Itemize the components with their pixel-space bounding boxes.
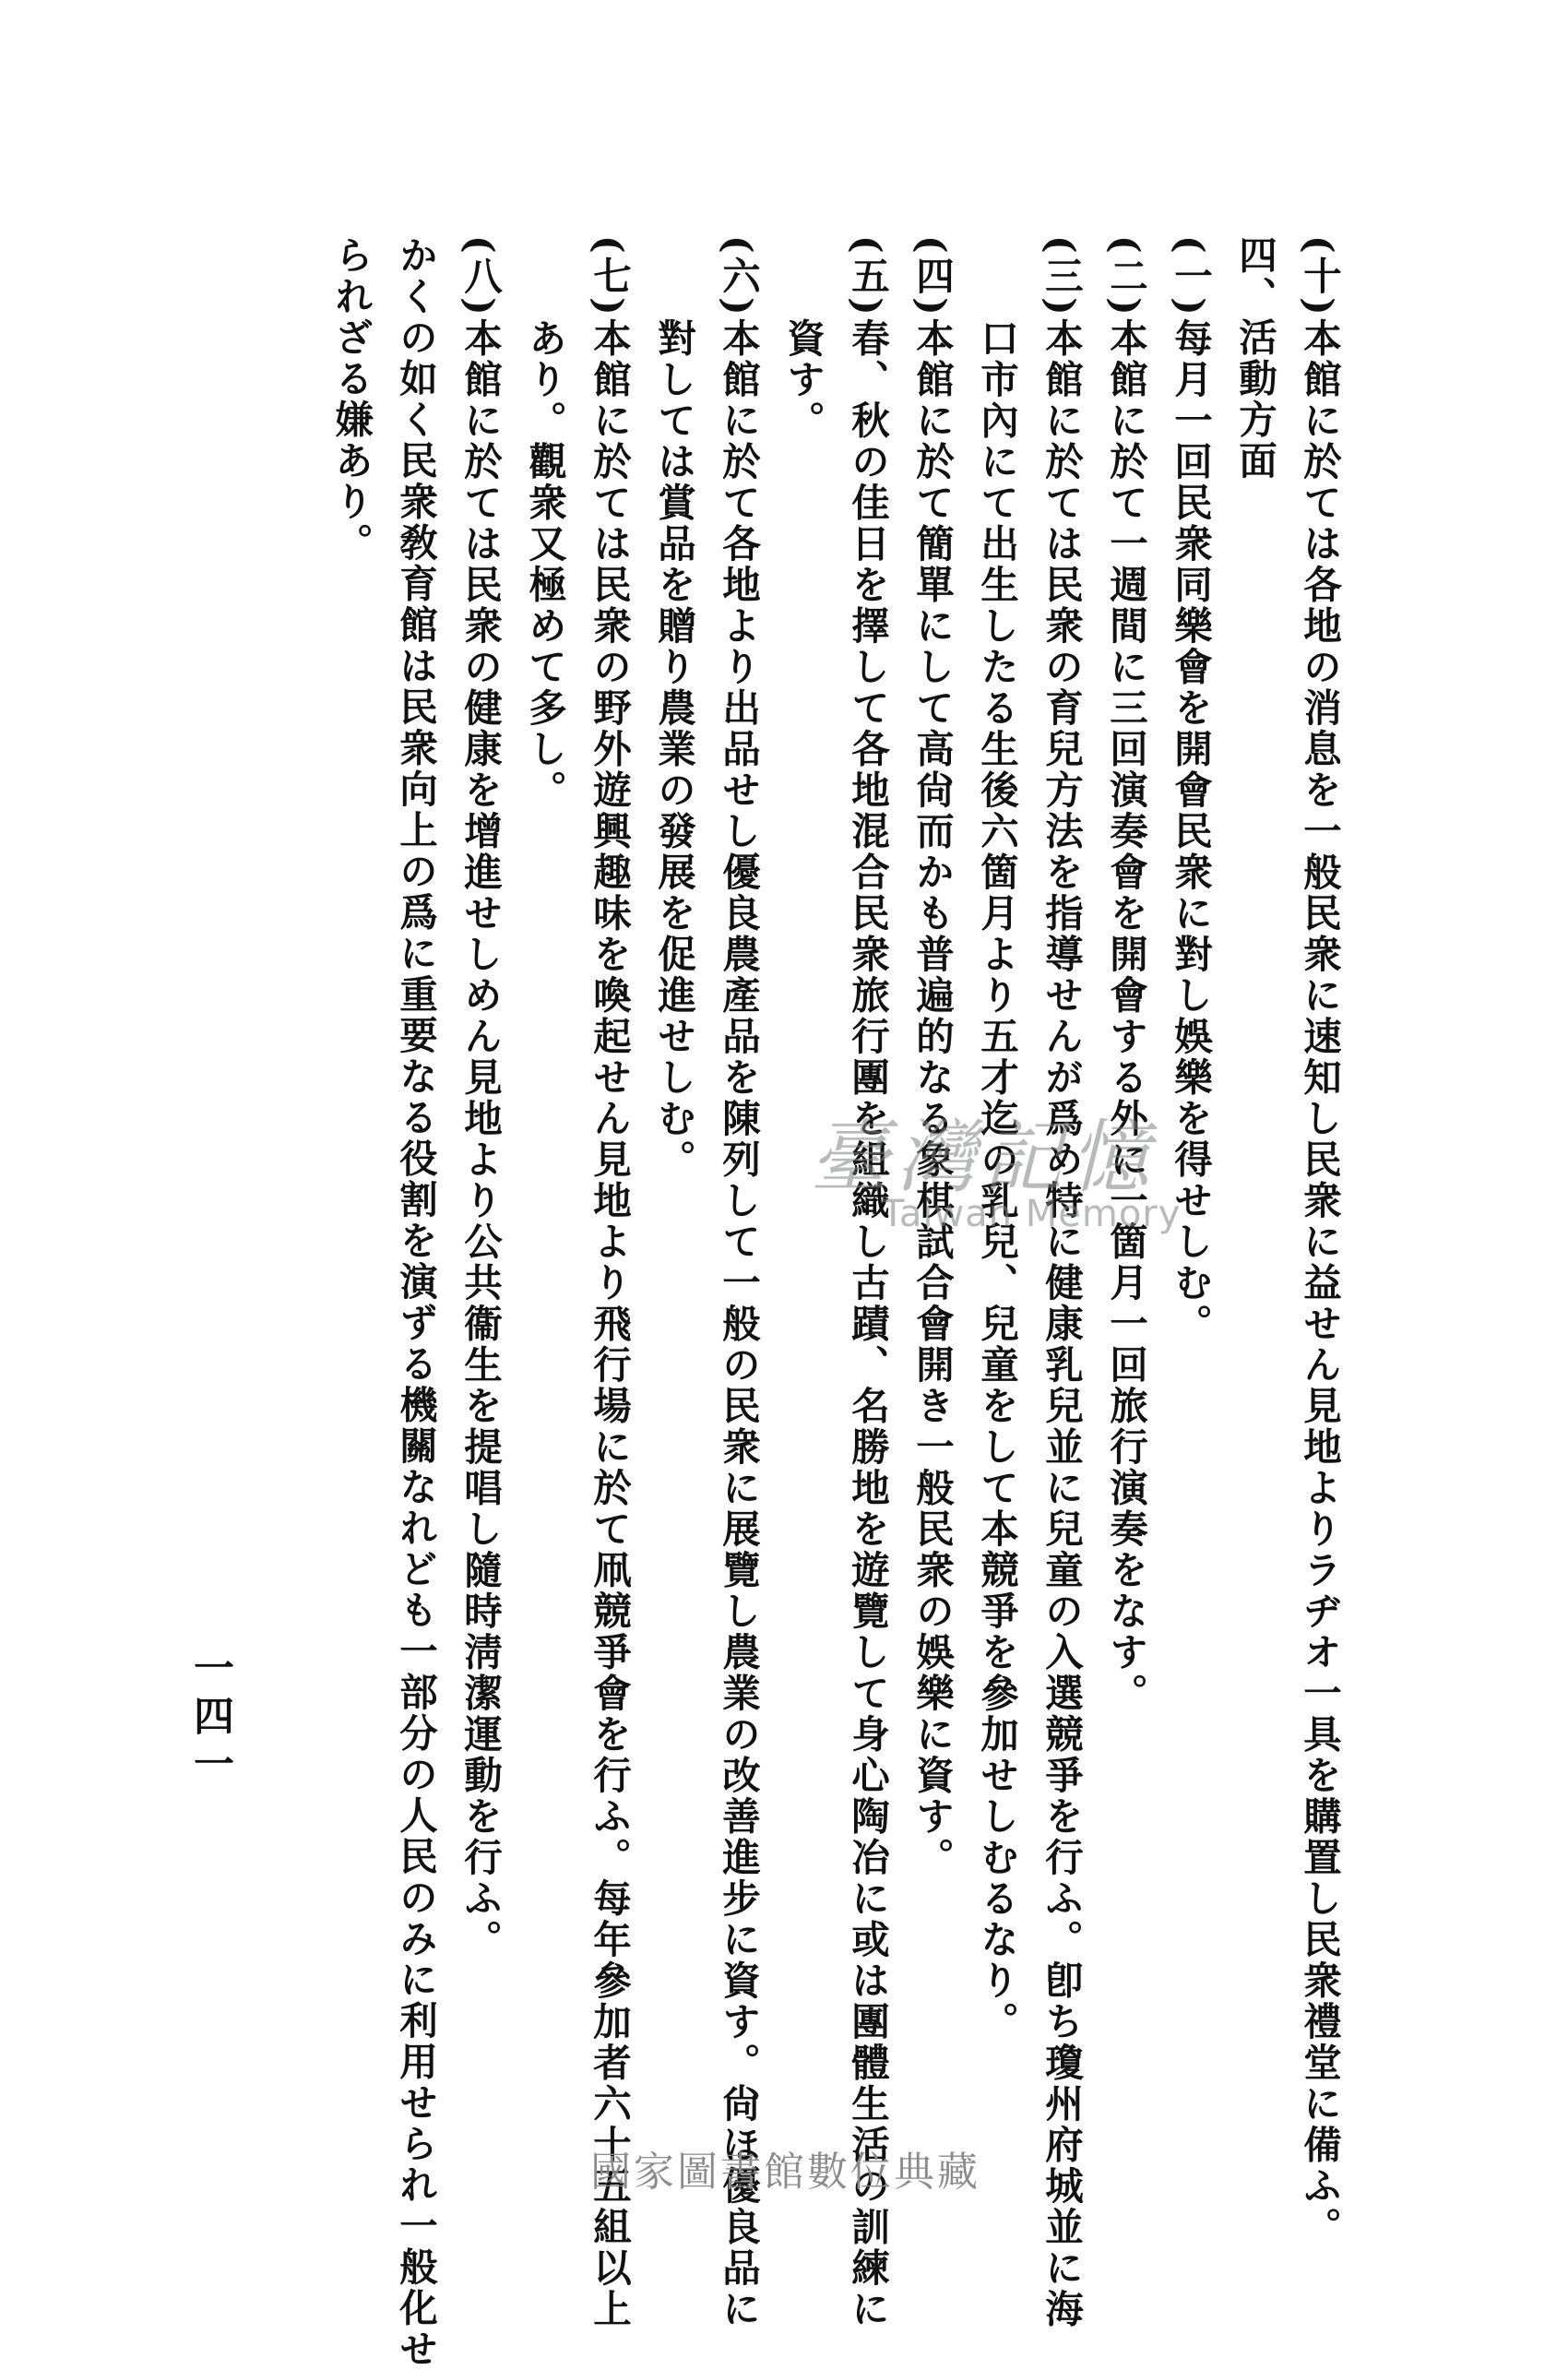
page-number: 一四一 (186, 1647, 233, 1791)
text-column-3: (一)每月一回民衆同樂會を開會民衆に對し娛樂を得せしむ。 (1168, 235, 1213, 1345)
text-column-8: (五)春、秋の佳日を擇して各地混合民衆旅行團を組織し古蹟、名勝地を遊覽して身心陶冶に或は團體生活の訓練に (845, 235, 890, 2330)
text-column-10: (六)本館に於て各地より出品せし優良農產品を陳列して一般の民衆に展覽し農業の改善進步に資す。尙ほ優良品に (716, 235, 761, 2330)
text-column-14: (八)本館に於ては民衆の健康を增進せしめん見地より公共衞生を提唱し隨時淸潔運動を行ふ。 (457, 235, 503, 1960)
text-column-12: (七)本館に於ては民衆の野外遊興趣味を喚起せん見地より飛行場に於て凧競爭會を行ふ。每年參加者六十五組以上 (587, 235, 632, 2330)
text-column-6: 口市內にて出生したる生後六箇月より五才迄の乳兒、兒童をして本競爭を參加せしむるなり。 (974, 318, 1019, 2042)
text-column-9: 資す。 (780, 318, 826, 442)
text-column-5: (三)本館に於ては民衆の育兒方法を指導せんが爲め特に健康乳兒並に兒童の入選競爭を行ふ。卽ち瓊州府城並に海 (1039, 235, 1084, 2330)
text-column-7: (四)本館に於て簡單にして高尙而かも普遍的なる象棋試合會開き一般民衆の娛樂に資す。 (909, 235, 955, 1878)
text-column-13: あり。觀衆又極めて多し。 (522, 318, 567, 811)
text-column-4: (二)本館に於て一週間に三回演奏會を開會する外に一箇月一回旅行演奏をなす。 (1103, 235, 1148, 1714)
text-column-11: 對しては賞品を贈り農業の發展を促進せしむ。 (651, 318, 696, 1181)
watermark-logo (810, 1093, 1253, 1268)
text-column-1: (十)本館に於ては各地の消息を一般民衆に速知し民衆に益せん見地よりラヂオ一具を購置し民衆禮堂に備ふ。 (1297, 235, 1342, 2248)
section-heading: 四、活動方面 (1232, 235, 1277, 482)
watermark-english: Taiwan Memory (882, 1193, 1182, 1235)
text-column-16: られざる嫌あり。 (328, 235, 374, 564)
text-column-15: かくの如く民衆敎育館は民衆向上の爲に重要なる役割を演ずる機關なれども一部分の人民のみに利用せられ一般化せ (393, 235, 438, 2370)
watermark-chinese: 臺灣記憶 (810, 1112, 1157, 1204)
footer-credit: 國家圖書館數位典藏 (590, 2149, 980, 2196)
